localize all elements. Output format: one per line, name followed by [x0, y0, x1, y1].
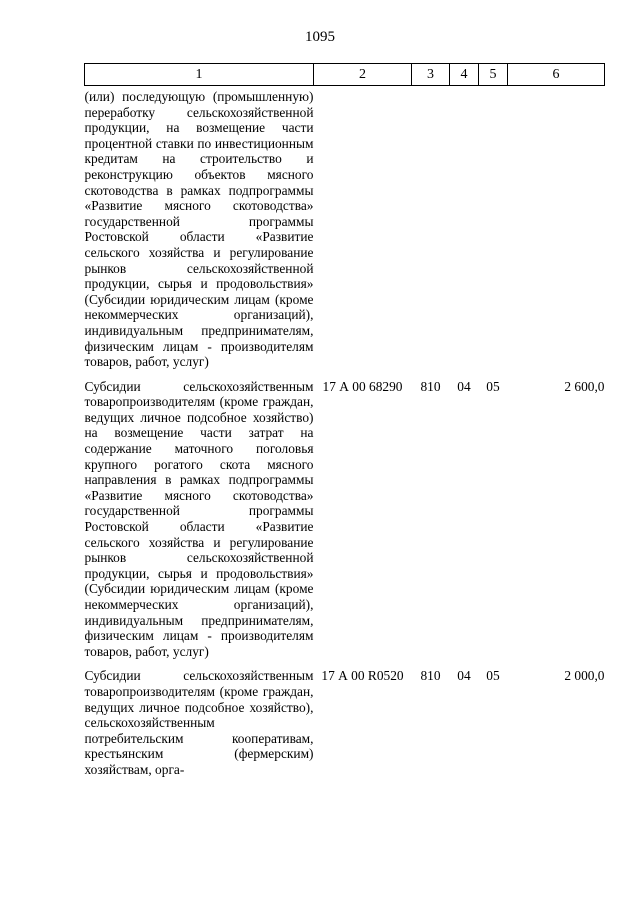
- row-section: 04: [457, 668, 471, 684]
- table-row: [85, 86, 605, 370]
- row-expense-type: 810: [420, 378, 441, 394]
- row-amount: 2 000,0: [564, 668, 605, 684]
- row-expense-type: [412, 86, 450, 370]
- row-section: 04: [457, 378, 471, 394]
- budget-table: [84, 63, 605, 778]
- column-header-1: 1: [85, 64, 314, 86]
- row-subsection: 05: [486, 668, 500, 684]
- table-row: [85, 665, 605, 777]
- row-amount: [508, 86, 605, 370]
- row-description: Субсидии сельскохозяйственным товаропроизводителям (кроме граждан, ведущих личное подсобное хозяйство) на возмещение части затрат на содержание маточного поголовья крупного рогатого скота мясного направления в рамках подпрограммы «Развитие мясного скотоводства» государственной программы Ростовской области «Развитие сельского хозяйства и регулирование рынков сельскохозяйственной продукции, сырья и продовольствия» (Субсидии юридическим лицам (кроме некоммерческих организаций), индивидуальным предпринимателям, физическим лицам - производителям товаров, работ, услуг): [84, 378, 314, 659]
- table-row: [85, 376, 605, 660]
- column-header-6: 6: [508, 64, 605, 86]
- row-expense-type: 810: [420, 668, 441, 684]
- row-subsection: 05: [486, 378, 500, 394]
- column-number-header-row: [85, 64, 605, 86]
- row-target-code: 17 А 00 68290: [322, 378, 403, 394]
- row-description: Субсидии сельскохозяйственным товаропроизводителям (кроме граждан, ведущих личное подсобное хозяйство), сельскохозяйственным потребительским кооперативам, крестьянским (фермерским) хозяйствам, орга-: [84, 668, 314, 777]
- column-header-4: 4: [450, 64, 479, 86]
- row-target-code: [314, 86, 412, 370]
- row-description: (или) последующую (промышленную) переработку сельскохозяйственной продукции, на возмещение части процентной ставки по инвестиционным кредитам на строительство и реконструкцию объектов мясного скотоводства в рамках подпрограммы «Развитие мясного скотоводства» государственной программы Ростовской области «Развитие сельского хозяйства и регулирование рынков сельскохозяйственной продукции, сырья и продовольствия» (Субсидии юридическим лицам (кроме некоммерческих организаций), индивидуальным предпринимателям, физическим лицам - производителям товаров, работ, услуг): [84, 89, 314, 370]
- column-header-2: 2: [314, 64, 412, 86]
- column-header-3: 3: [412, 64, 450, 86]
- row-section: [450, 86, 479, 370]
- row-target-code: 17 А 00 R0520: [321, 668, 404, 684]
- row-amount: 2 600,0: [564, 378, 605, 394]
- page-number: 1095: [305, 29, 335, 45]
- column-header-5: 5: [479, 64, 508, 86]
- row-subsection: [479, 86, 508, 370]
